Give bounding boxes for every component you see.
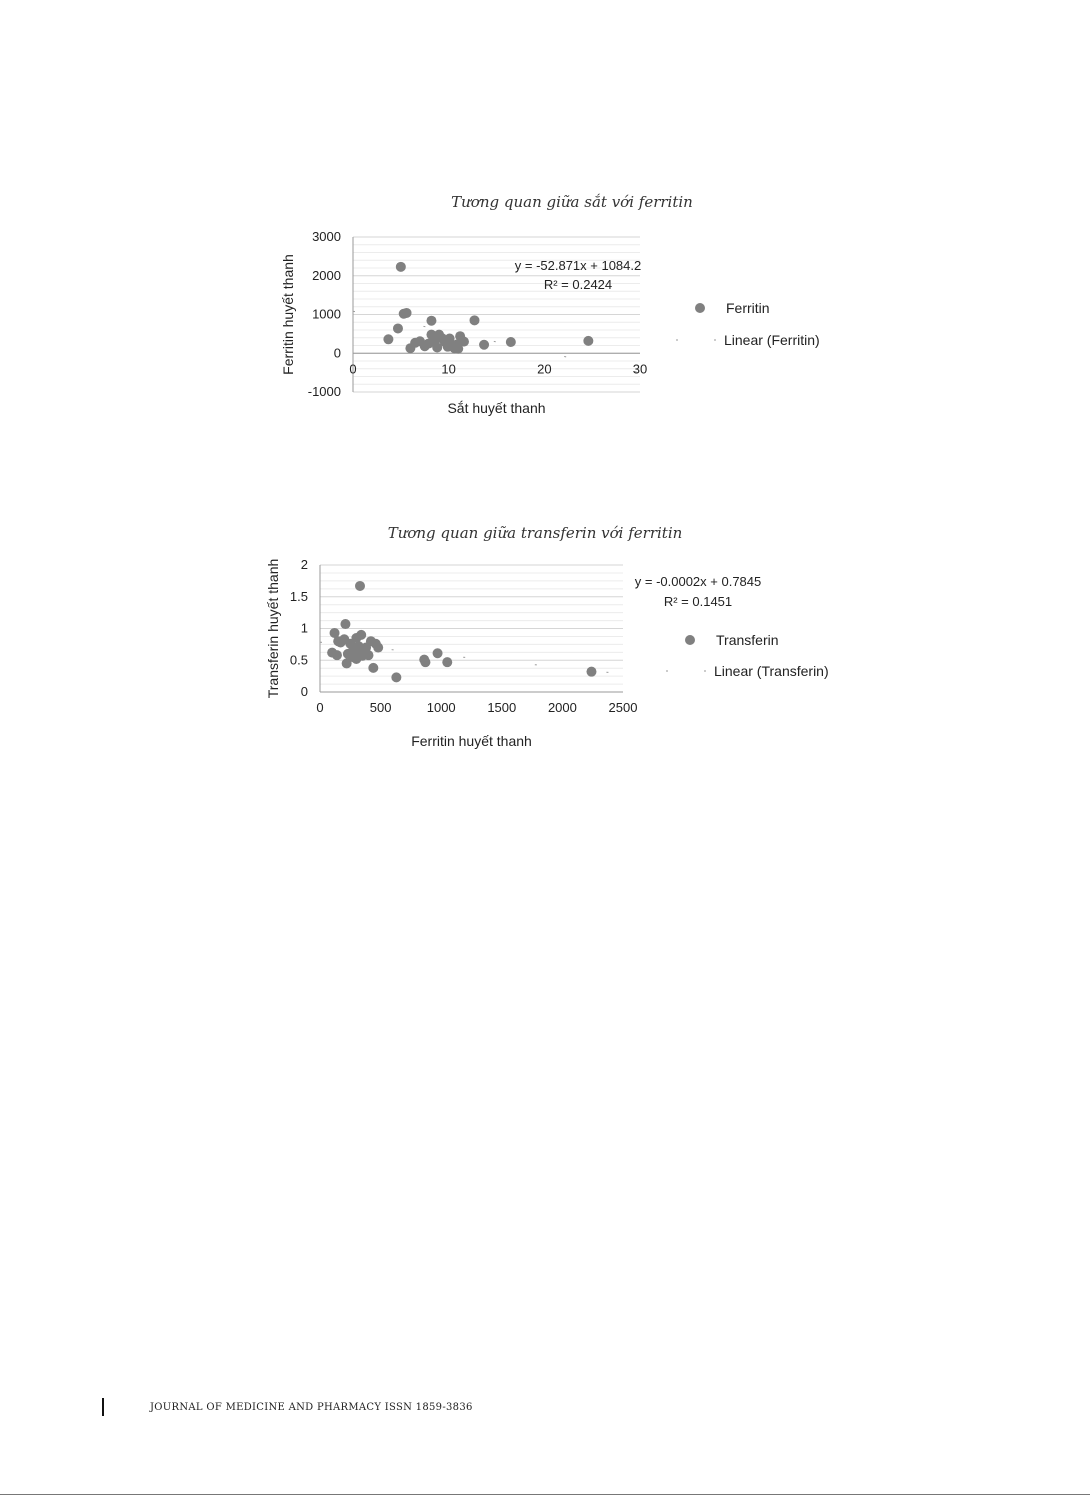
x-tick-label: 1000	[426, 700, 456, 715]
trendline-equation: y = -0.0002x + 0.7845	[634, 574, 762, 589]
y-tick-label: 3000	[312, 229, 341, 244]
journal-footer: JOURNAL OF MEDICINE AND PHARMACY ISSN 1859-3836	[150, 1402, 473, 1413]
y-tick-label: 0	[300, 684, 308, 699]
data-point	[342, 658, 352, 668]
y-tick-label: -1000	[307, 384, 341, 399]
data-point	[420, 657, 430, 667]
r-squared-label: R² = 0.2424	[543, 277, 613, 292]
x-tick-label: 30	[632, 361, 648, 377]
legend-label-trend: Linear (Transferin)	[714, 663, 829, 679]
x-tick-label: 0	[316, 700, 324, 715]
data-point	[393, 323, 403, 333]
data-point	[391, 672, 401, 682]
data-point	[368, 663, 378, 673]
data-point	[583, 336, 593, 346]
legend-marker-points	[695, 303, 705, 313]
data-point	[442, 657, 452, 667]
footer-rule	[102, 1398, 104, 1416]
data-point	[356, 630, 366, 640]
y-tick-label: 1.5	[289, 588, 308, 604]
y-axis-title: Transferin huyết thanh	[265, 558, 281, 699]
page-bottom-line	[0, 1494, 1090, 1495]
data-point	[383, 334, 393, 344]
data-point	[479, 340, 489, 350]
x-tick-label: 10	[441, 361, 456, 377]
x-axis-title: Ferritin huyết thanh	[411, 733, 532, 749]
scatter-plot-1	[0, 180, 1090, 430]
data-point	[340, 619, 350, 629]
x-tick-label: 500	[369, 700, 392, 715]
data-point	[355, 581, 365, 591]
data-point	[373, 643, 383, 653]
data-point	[355, 646, 365, 656]
legend-label-trend: Linear (Ferritin)	[724, 332, 820, 348]
y-axis-title: Ferritin huyết thanh	[280, 254, 296, 375]
y-tick-label: 1000	[312, 306, 341, 322]
chart-title: Tương quan giữa sắt với ferritin	[451, 193, 693, 211]
data-point	[333, 636, 343, 646]
x-axis-title: Sắt huyết thanh	[447, 400, 546, 416]
y-tick-label: 1	[300, 620, 308, 636]
chart-title: Tương quan giữa transferin với ferritin	[387, 524, 683, 542]
y-tick-label: 0	[333, 345, 341, 361]
data-point	[402, 308, 412, 318]
x-tick-label: 1500	[487, 700, 517, 715]
x-tick-label: 0	[349, 361, 357, 377]
legend-label-points: Transferin	[716, 632, 779, 648]
data-point	[426, 316, 436, 326]
data-point	[586, 667, 596, 677]
data-point	[453, 344, 463, 354]
trend-line	[353, 311, 640, 372]
y-tick-label: 2	[300, 557, 308, 572]
x-tick-label: 20	[537, 361, 552, 377]
scatter-plot-2	[0, 515, 1090, 765]
trendline-equation: y = -52.871x + 1084.2	[514, 258, 642, 273]
data-point	[396, 262, 406, 272]
data-point	[332, 650, 342, 660]
data-point	[444, 338, 454, 348]
y-tick-label: 0.5	[289, 652, 308, 668]
legend-label-points: Ferritin	[726, 300, 770, 316]
data-point	[433, 648, 443, 658]
x-tick-label: 2500	[608, 700, 638, 715]
x-tick-label: 2000	[547, 700, 577, 715]
data-point	[506, 337, 516, 347]
chart-transferin-vs-ferritin	[0, 515, 1090, 765]
data-point	[469, 315, 479, 325]
legend-marker-points	[685, 635, 695, 645]
chart-ferritin-vs-iron	[0, 180, 1090, 430]
y-tick-label: 2000	[312, 267, 341, 283]
r-squared-label: R² = 0.1451	[663, 594, 733, 609]
